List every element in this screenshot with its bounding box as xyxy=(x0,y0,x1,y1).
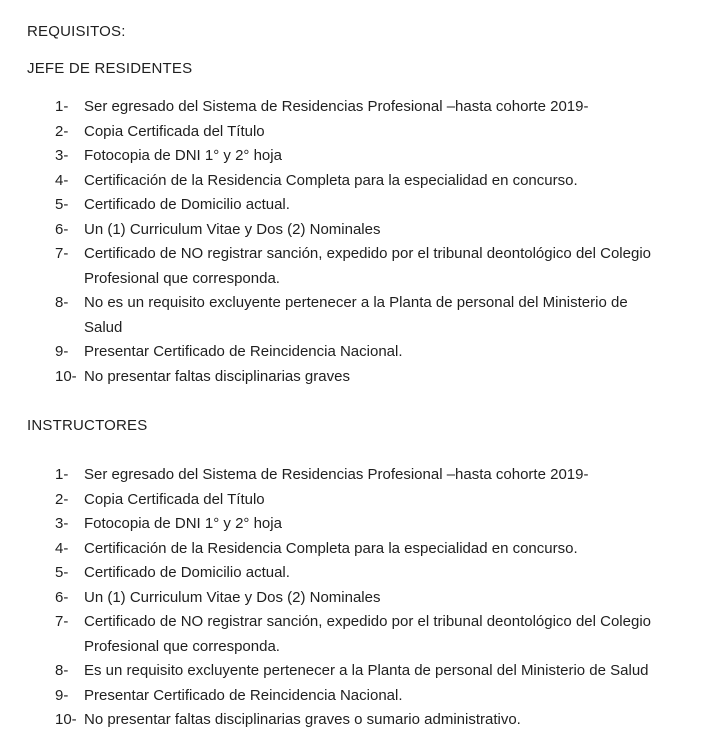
item-text: Ser egresado del Sistema de Residencias Profesional –hasta cohorte 2019- xyxy=(84,98,589,115)
item-number: 4- xyxy=(55,171,69,189)
item-text: Fotocopia de DNI 1° y 2° hoja xyxy=(84,515,282,532)
item-number: 10- xyxy=(55,367,77,385)
list-item xyxy=(55,586,694,611)
list-item xyxy=(55,291,694,340)
item-text: Fotocopia de DNI 1° y 2° hoja xyxy=(84,147,282,164)
list-item xyxy=(55,242,694,291)
item-text: Certificado de NO registrar sanción, expedido por el tribunal deontológico del Colegio xyxy=(84,245,651,262)
section-heading-instructores: INSTRUCTORES xyxy=(27,417,148,434)
requirements-list-jefe xyxy=(27,95,694,389)
list-item xyxy=(55,218,694,243)
item-text: No presentar faltas disciplinarias graves xyxy=(84,367,350,385)
list-item xyxy=(55,193,694,218)
item-number: 2- xyxy=(55,490,69,508)
item-number: 3- xyxy=(55,147,69,164)
item-number: 9- xyxy=(55,686,69,704)
item-number: 8- xyxy=(55,294,69,311)
item-number: 1- xyxy=(55,98,69,115)
item-text-wrapped: Salud xyxy=(84,318,123,336)
list-item xyxy=(55,684,694,709)
section-heading-jefe-de-residentes: JEFE DE RESIDENTES xyxy=(27,60,193,77)
item-text: No presentar faltas disciplinarias graves o sumario administrativo. xyxy=(84,711,521,728)
item-text: Presentar Certificado de Reincidencia Nacional. xyxy=(84,343,403,360)
list-item xyxy=(55,463,694,488)
document-title: REQUISITOS: xyxy=(27,23,126,40)
item-number: 5- xyxy=(55,196,69,213)
item-text: Copia Certificada del Título xyxy=(84,122,265,140)
item-text: Certificación de la Residencia Completa para la especialidad en concurso. xyxy=(84,171,578,189)
item-text-wrapped: Profesional que corresponda. xyxy=(84,637,280,655)
list-item xyxy=(55,144,694,169)
item-number: 9- xyxy=(55,343,69,360)
item-number: 6- xyxy=(55,588,69,606)
item-text: Ser egresado del Sistema de Residencias Profesional –hasta cohorte 2019- xyxy=(84,466,589,483)
list-item xyxy=(55,512,694,537)
item-number: 10- xyxy=(55,711,77,728)
item-text: Es un requisito excluyente pertenecer a la Planta de personal del Ministerio de Salud xyxy=(84,662,649,679)
list-item xyxy=(55,365,694,390)
item-number: 5- xyxy=(55,564,69,581)
requirements-list-instructores xyxy=(27,463,694,733)
item-text: No es un requisito excluyente pertenecer a la Planta de personal del Ministerio de xyxy=(84,294,628,311)
item-text: Certificado de Domicilio actual. xyxy=(84,564,290,581)
item-number: 4- xyxy=(55,539,69,557)
list-item xyxy=(55,169,694,194)
list-item xyxy=(55,708,694,733)
list-item xyxy=(55,340,694,365)
item-number: 1- xyxy=(55,466,69,483)
item-number: 3- xyxy=(55,515,69,532)
list-item xyxy=(55,488,694,513)
list-item xyxy=(55,95,694,120)
item-text: Presentar Certificado de Reincidencia Nacional. xyxy=(84,686,403,704)
item-text-wrapped: Profesional que corresponda. xyxy=(84,269,280,287)
item-number: 7- xyxy=(55,613,69,630)
item-text: Un (1) Curriculum Vitae y Dos (2) Nominales xyxy=(84,220,381,238)
list-item xyxy=(55,537,694,562)
item-number: 2- xyxy=(55,122,69,140)
item-text: Certificado de Domicilio actual. xyxy=(84,196,290,213)
list-item xyxy=(55,120,694,145)
item-number: 8- xyxy=(55,662,69,679)
item-text: Certificado de NO registrar sanción, expedido por el tribunal deontológico del Colegio xyxy=(84,613,651,630)
list-item xyxy=(55,610,694,659)
item-text: Certificación de la Residencia Completa para la especialidad en concurso. xyxy=(84,539,578,557)
item-number: 7- xyxy=(55,245,69,262)
item-text: Un (1) Curriculum Vitae y Dos (2) Nominales xyxy=(84,588,381,606)
list-item xyxy=(55,659,694,684)
item-text: Copia Certificada del Título xyxy=(84,490,265,508)
item-number: 6- xyxy=(55,220,69,238)
list-item xyxy=(55,561,694,586)
